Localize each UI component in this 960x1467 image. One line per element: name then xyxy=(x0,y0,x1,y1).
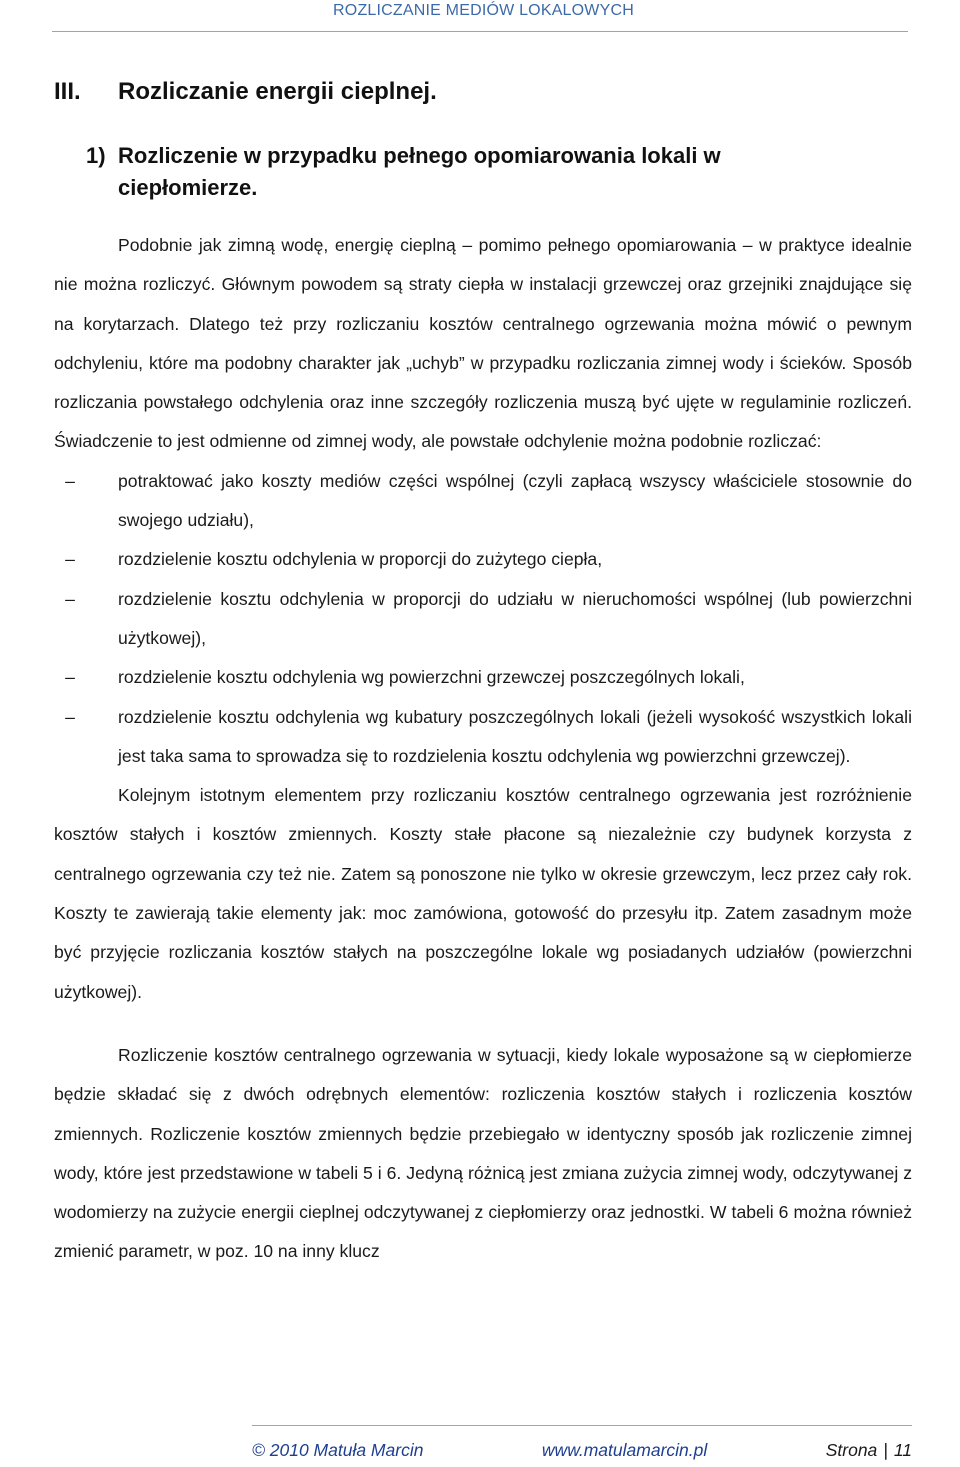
list-item xyxy=(65,462,912,541)
list-item xyxy=(65,580,912,659)
page-separator: | xyxy=(883,1440,888,1460)
page-footer xyxy=(252,1440,912,1461)
section-heading xyxy=(54,78,437,106)
bullet-dash: – xyxy=(65,470,75,491)
footer-rule xyxy=(252,1425,912,1426)
section-title: Rozliczanie energii cieplnej. xyxy=(118,78,437,105)
bullet-list xyxy=(54,462,912,776)
list-item-text: rozdzielenie kosztu odchylenia wg kubatury poszczególnych lokali (jeżeli wysokość wszystkich lokali jest taka sama to sprowadza się to rozdzielenia kosztu odchylenia wg powierzchni grzewczej). xyxy=(118,706,912,766)
list-item-text: rozdzielenie kosztu odchylenia wg powierzchni grzewczej poszczególnych lokali, xyxy=(118,667,745,688)
paragraph-3: Rozliczenie kosztów centralnego ogrzewania w sytuacji, kiedy lokale wyposażone są w ciepłomierze będzie składać się z dwóch odrębnych elementów: rozliczenia kosztów stałych i rozliczenia kosztów zmiennych. Rozliczenie kosztów zmiennych będzie przebiegało w identyczny sposób jak rozliczenie zimnej wody, które jest przedstawione w tabeli 5 i 6. Jedyną różnicą jest zmiana zużycia zimnej wody, odczytywanej z wodomierzy na zużycie energii cieplnej odczytywanej z ciepłomierzy oraz jednostki. W tabeli 6 można również zmienić parametr, w poz. 10 na inny klucz xyxy=(54,1044,912,1262)
body-text xyxy=(54,226,912,1272)
page-number: 11 xyxy=(893,1440,912,1460)
subsection-number: 1) xyxy=(86,143,106,168)
paragraph-2: Kolejnym istotnym elementem przy rozliczaniu kosztów centralnego ogrzewania jest rozróżnienie kosztów stałych i kosztów zmiennych. Koszty stałe płacone są niezależnie czy budynek korzysta z centralnego ogrzewania czy też nie. Zatem są ponoszone nie tylko w okresie grzewczym, lecz przez cały rok. Koszty te zawierają takie elementy jak: moc zamówiona, gotowość do przesyłu itp. Zatem zasadnym może być przyjęcie rozliczania kosztów stałych na poszczególne lokale wg posiadanych udziałów (powierzchni użytkowej). xyxy=(54,785,912,1002)
header-rule xyxy=(52,31,908,32)
running-header: ROZLICZANIE MEDIÓW LOKALOWYCH xyxy=(333,2,634,19)
bullet-dash: – xyxy=(65,706,75,727)
page-indicator xyxy=(826,1440,912,1461)
paragraph-1: Podobnie jak zimną wodę, energię cieplną – pomimo pełnego opomiarowania – w praktyce idealnie nie można rozliczyć. Głównym powodem są straty ciepła w instalacji grzewczej oraz grzejniki znajdujące się na korytarzach. Dlatego też przy rozliczaniu kosztów centralnego ogrzewania można mówić o pewnym odchyleniu, które ma podobny charakter jak „uchyb” w przypadku rozliczania zimnej wody i ścieków. Sposób rozliczania powstałego odchylenia oraz inne szczegóły rozliczenia muszą być ujęte w regulaminie rozliczeń. Świadczenie to jest odmienne od zimnej wody, ale powstałe odchylenie można podobnie rozliczać: xyxy=(54,235,912,452)
footer-website-link[interactable]: www.matulamarcin.pl xyxy=(541,1440,708,1460)
list-item xyxy=(65,540,912,579)
page-label: Strona xyxy=(825,1440,878,1460)
list-item xyxy=(65,698,912,777)
footer-copyright: © 2010 Matuła Marcin xyxy=(252,1440,424,1460)
bullet-dash: – xyxy=(65,549,75,570)
subsection-title: Rozliczenie w przypadku pełnego opomiarowania lokali w ciepłomierze. xyxy=(118,143,721,200)
subsection-heading xyxy=(86,140,786,204)
list-item-text: rozdzielenie kosztu odchylenia w proporcji do udziału w nieruchomości wspólnej (lub powierzchni użytkowej), xyxy=(118,588,912,648)
bullet-dash: – xyxy=(65,667,75,688)
list-item xyxy=(65,658,912,697)
bullet-dash: – xyxy=(65,588,75,609)
section-number: III. xyxy=(54,78,81,105)
list-item-text: potraktować jako koszty mediów części wspólnej (czyli zapłacą wszyscy właściciele stosownie do swojego udziału), xyxy=(118,470,912,531)
list-item-text: rozdzielenie kosztu odchylenia w proporcji do zużytego ciepła, xyxy=(118,549,603,570)
